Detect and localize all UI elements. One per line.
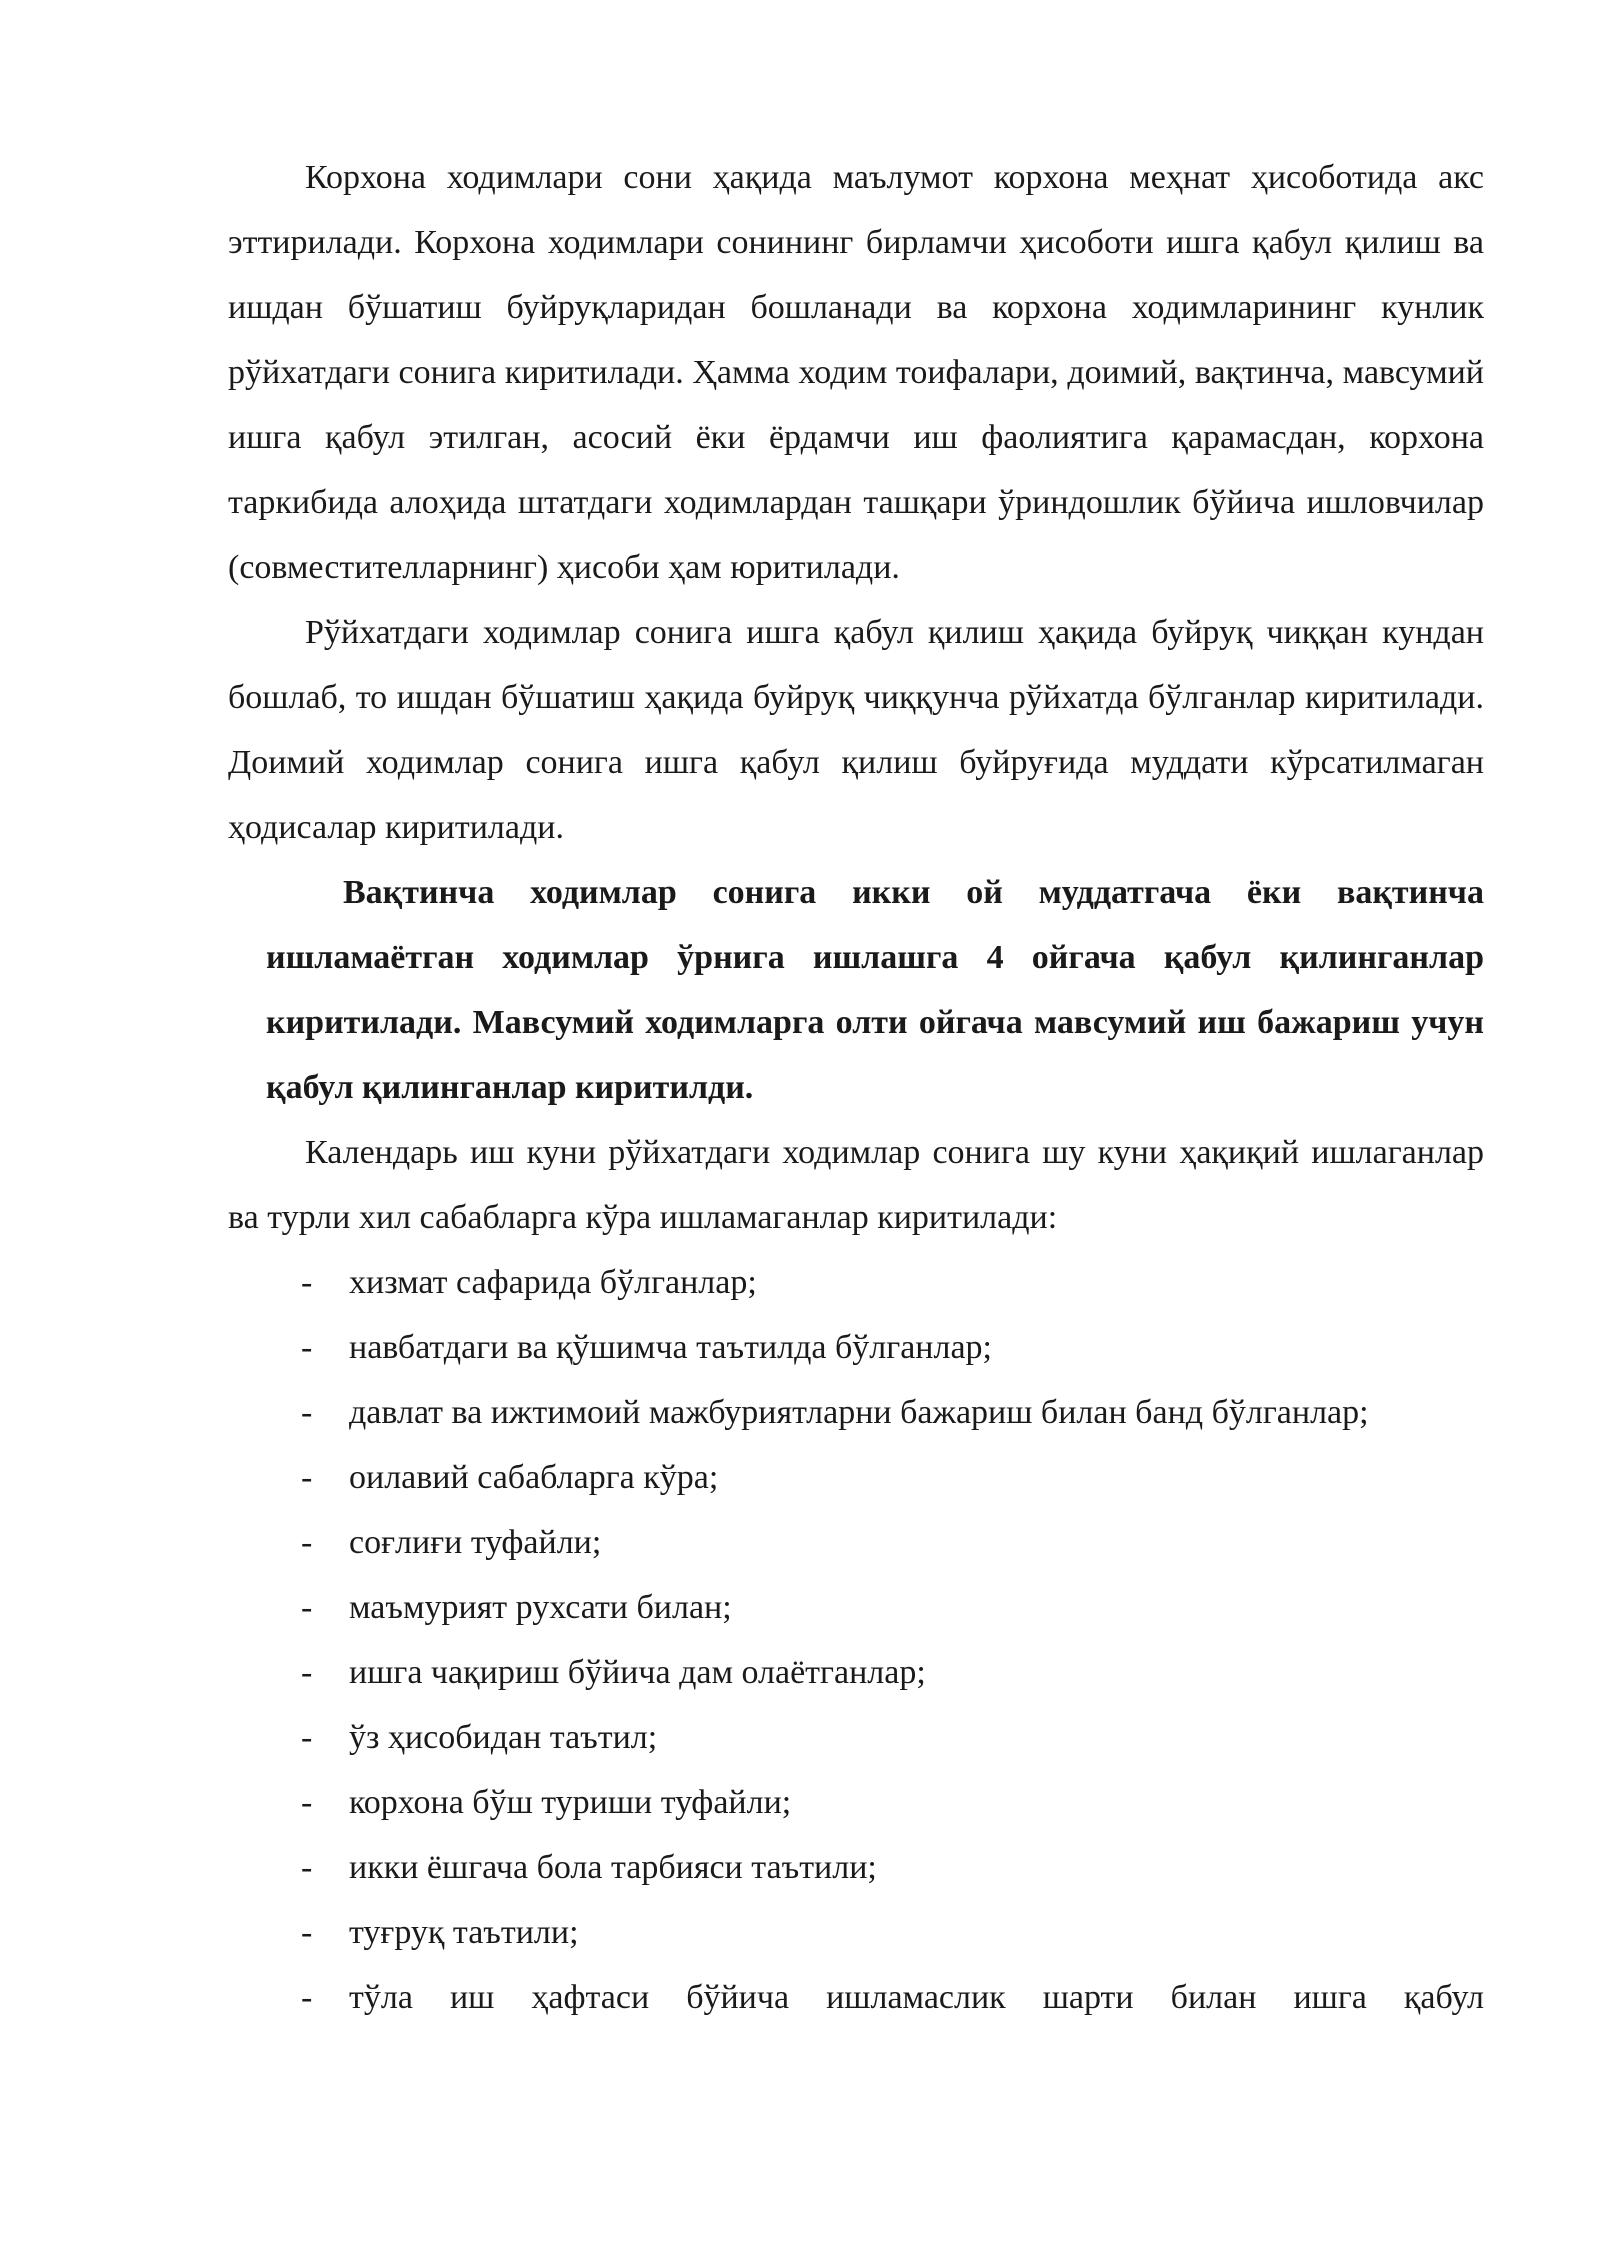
dash-marker: - xyxy=(301,1459,313,1496)
list-item xyxy=(228,1835,1484,1900)
paragraph-calendar-day: Календарь иш куни рўйхатдаги ходимлар сонига шу куни ҳақиқий ишлаганлар ва турли хил сабабларга кўра ишламаганлар киритилади: xyxy=(228,1134,1484,1236)
list-item-text: ишга чақириш бўйича дам олаётганлар; xyxy=(349,1654,926,1691)
list-item xyxy=(228,1445,1484,1510)
list-item-text: хизмат сафарида бўлганлар; xyxy=(349,1264,757,1301)
list-item-text: навбатдаги ва қўшимча таътилда бўлганлар; xyxy=(349,1329,992,1366)
list-item xyxy=(228,1705,1484,1770)
dash-marker: - xyxy=(301,1264,313,1301)
list-item-text: туғруқ таътили; xyxy=(349,1914,579,1951)
list-item-text: оилавий сабабларга кўра; xyxy=(349,1459,719,1496)
paragraph-temporary-seasonal: Вақтинча ходимлар сонига икки ой муддатгача ёки вақтинча ишламаётган ходимлар ўрнига ишлашга 4 ойгача қабул қилинганлар киритилади. Мавсумий ходимларга олти ойгача мавсумий иш бажариш учун қабул қилинганлар киритилди. xyxy=(266,874,1484,1106)
absence-reasons-list xyxy=(228,1250,1484,2030)
dash-marker: - xyxy=(301,1394,313,1431)
dash-marker: - xyxy=(301,1784,313,1821)
list-item xyxy=(228,1250,1484,1315)
list-item xyxy=(228,1380,1484,1445)
list-item xyxy=(228,1510,1484,1575)
paragraph-registry: Рўйхатдаги ходимлар сонига ишга қабул қилиш ҳақида буйруқ чиққан кундан бошлаб, то ишдан бўшатиш ҳақида буйруқ чиққунча рўйхатда бўлганлар киритилади. Доимий ходимлар сонига ишга қабул қилиш буйруғида муддати кўрсатилмаган ҳодисалар киритилади. xyxy=(228,614,1484,846)
list-item-text: икки ёшгача бола тарбияси таътили; xyxy=(349,1849,877,1886)
dash-marker: - xyxy=(301,1589,313,1626)
list-item-text: соғлиғи туфайли; xyxy=(349,1524,602,1561)
list-item-text: ўз ҳисобидан таътил; xyxy=(349,1719,658,1756)
list-item-text: корхона бўш туриши туфайли; xyxy=(349,1784,792,1821)
dash-marker: - xyxy=(301,1849,313,1886)
dash-marker: - xyxy=(301,1914,313,1951)
list-item xyxy=(228,1900,1484,1965)
list-item-text: тўла иш ҳафтаси бўйича ишламаслик шарти билан ишга қабул xyxy=(349,1979,1484,2016)
list-item xyxy=(228,1965,1484,2030)
document-page xyxy=(228,145,1484,2030)
dash-marker: - xyxy=(301,1524,313,1561)
dash-marker: - xyxy=(301,1719,313,1756)
dash-marker: - xyxy=(301,1329,313,1366)
paragraph-headcount-intro-end: (совместителларнинг) ҳисоби ҳам юритилади. xyxy=(228,549,900,586)
paragraph-headcount-intro: Корхона ходимлари сони ҳақида маълумот корхона меҳнат ҳисоботида акс эттирилади. Корхона ходимлари сонининг бирламчи ҳисоботи ишга қабул қилиш ва ишдан бўшатиш буйруқларидан бошланади ва корхона ходимларининг кунлик рўйхатдаги сонига киритилади. Ҳамма ходим тоифалари, доимий, вақтинча, мавсумий ишга қабул этилган, асосий ёки ёрдамчи иш фаолиятига қарамасдан, корхона таркибида алоҳида штатдаги ходимлардан ташқари ўриндошлик бўйича ишловчилар xyxy=(228,159,1484,521)
list-item-text: маъмурият рухсати билан; xyxy=(349,1589,732,1626)
list-item-text: давлат ва ижтимоий мажбуриятларни бажариш билан банд бўлганлар; xyxy=(349,1394,1369,1431)
dash-marker: - xyxy=(301,1654,313,1691)
list-item xyxy=(228,1315,1484,1380)
list-item xyxy=(228,1575,1484,1640)
dash-marker: - xyxy=(301,1979,313,2016)
list-item xyxy=(228,1640,1484,1705)
list-item xyxy=(228,1770,1484,1835)
